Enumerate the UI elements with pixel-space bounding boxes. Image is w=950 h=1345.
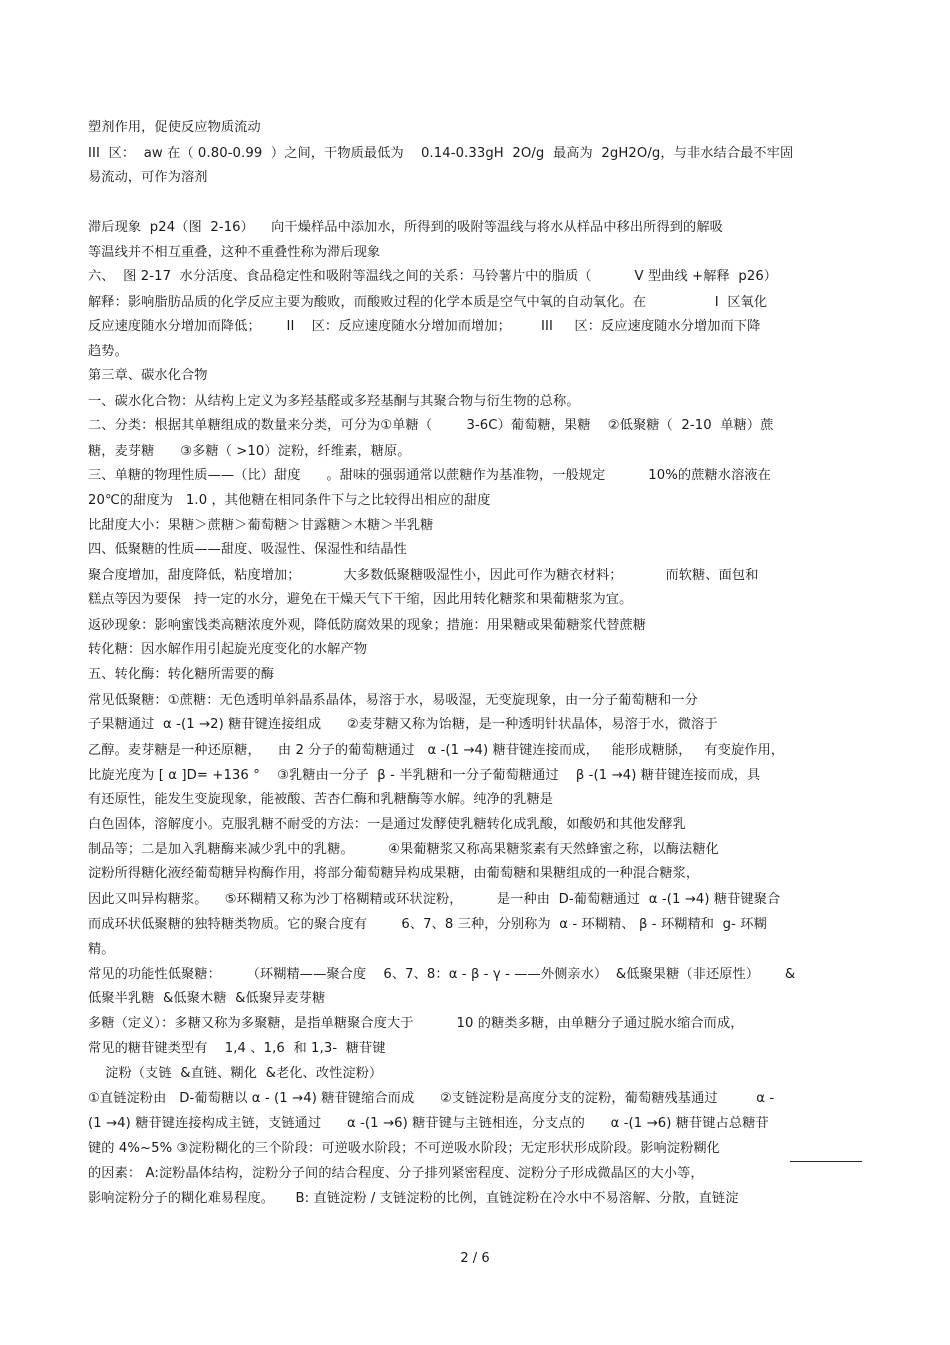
text-line: 常见的糖苷键类型有 1,4 、1,6 和 1,3- 糖苷键 bbox=[88, 1041, 386, 1056]
text-line: 比旋光度为 [ α ]D= +136 ° ③乳糖由一分子 β - 半乳糖和一分子葡萄糖通过 β -(1 →4) 糖苷键连接而成，具 bbox=[88, 768, 761, 783]
text-line: 比甜度大小：果糖＞蔗糖＞葡萄糖＞甘露糖＞木糖＞半乳糖 bbox=[88, 518, 434, 533]
text-line: 趋势。 bbox=[88, 344, 128, 359]
text-line: 反应速度随水分增加而降低； II 区：反应速度随水分增加而增加； III 区：反应速度随水分增加而下降 bbox=[88, 319, 761, 334]
text-line: 20℃的甜度为 1.0 ，其他糖在相同条件下与之比较得出相应的甜度 bbox=[88, 493, 491, 508]
text-line: 二、分类：根据其单糖组成的数量来分类，可分为①单糖（ 3-6C）葡萄糖，果糖 ②低聚糖（ 2-10 单糖）蔗 bbox=[88, 418, 774, 433]
text-line: 低聚半乳糖 &低聚木糖 &低聚异麦芽糖 bbox=[88, 991, 326, 1006]
text-line: 糖，麦芽糖 ③多糖（ >10）淀粉，纤维素，糖原。 bbox=[88, 444, 411, 459]
text-line: 转化糖：因水解作用引起旋光度变化的水解产物 bbox=[88, 642, 368, 657]
text-line: ①直链淀粉由 D-葡萄糖以 α - (1 →4) 糖苷键缩合而成 ②支链淀粉是高度分支的淀粉，葡萄糖残基通过 α - bbox=[88, 1091, 775, 1106]
text-line: 淀粉（支链 &直链、糊化 &老化、改性淀粉） bbox=[88, 1066, 383, 1081]
text-line: 有还原性，能发生变旋现象，能被酸、苦杏仁酶和乳糖酶等水解。纯净的乳糖是 bbox=[88, 792, 554, 807]
text-line: 的因素： A:淀粉晶体结构，淀粉分子间的结合程度、分子排列紧密程度、淀粉分子形成微晶区的大小等， bbox=[88, 1166, 704, 1181]
text-line: 制品等；二是加入乳糖酶来减少乳中的乳糖。 ④果葡糖浆又称高果糖浆素有天然蜂蜜之称，以酶法糖化 bbox=[88, 842, 719, 857]
text-line: 淀粉所得糖化液经葡萄糖异构酶作用，将部分葡萄糖异构成果糖，由葡萄糖和果糖组成的一种混合糖浆， bbox=[88, 866, 700, 881]
text-line: 四、低聚糖的性质——甜度、吸湿性、保湿性和结晶性 bbox=[88, 542, 407, 557]
text-line: 子果糖通过 α -(1 →2) 糖苷键连接组成 ②麦芽糖又称为饴糖，是一种透明针状晶体，易溶于水，微溶于 bbox=[88, 717, 718, 732]
text-line: 键的 4%~5% ③淀粉糊化的三个阶段：可逆吸水阶段；不可逆吸水阶段；无定形状形成阶段。影响淀粉糊化 bbox=[88, 1141, 720, 1156]
text-line: 五、转化酶：转化糖所需要的酶 bbox=[88, 667, 275, 682]
text-line: 一、碳水化合物：从结构上定义为多羟基醛或多羟基酮与其聚合物与衍生物的总称。 bbox=[88, 394, 580, 409]
page-number: 2 / 6 bbox=[460, 1251, 490, 1266]
text-line: 乙醇。麦芽糖是一种还原糖， 由 2 分子的葡萄糖通过 α -(1 →4) 糖苷键连接而成， 能形成糖脎， 有变旋作用， bbox=[88, 743, 785, 758]
text-line: 易流动，可作为溶剂 bbox=[88, 170, 208, 185]
text-line: 解释：影响脂肪品质的化学反应主要为酸败，而酸败过程的化学本质是空气中氧的自动氧化。在 I 区氧化 bbox=[88, 295, 768, 310]
text-line: 而成环状低聚糖的独特糖类物质。它的聚合度有 6、7、8 三种，分别称为 α - 环糊精、 β - 环糊精和 g- 环糊 bbox=[88, 917, 767, 932]
text-line: 三、单糖的物理性质——（比）甜度 。甜味的强弱通常以蔗糖作为基准物，一般规定 10%的蔗糖水溶液在 bbox=[88, 468, 771, 483]
text-line: 六、 图 2-17 水分活度、食品稳定性和吸附等温线之间的关系：马铃薯片中的脂质（ V 型曲线 +解释 p26） bbox=[88, 269, 778, 284]
text-line: (1 →4) 糖苷键连接构成主链，支链通过 α -(1 →6) 糖苷键与主链相连，分支点的 α -(1 →6) 糖苷键占总糖苷 bbox=[88, 1116, 769, 1131]
text-line: 多糖（定义）：多糖又称为多聚糖，是指单糖聚合度大于 10 的糖类多糖，由单糖分子通过脱水缩合而成， bbox=[88, 1016, 744, 1031]
text-line: 常见的功能性低聚糖： （环糊精——聚合度 6、7、8：α - β - γ - ——外侧亲水） &低聚果糖（非还原性） & bbox=[88, 967, 796, 982]
text-line: III 区： aw 在（ 0.80-0.99 ）之间，干物质最低为 0.14-0.33gH 2O/g 最高为 2gH2O/g，与非水结合最不牢固 bbox=[88, 146, 794, 161]
text-line: 白色固体，溶解度小。克服乳糖不耐受的方法：一是通过发酵使乳糖转化成乳酸，如酸奶和其他发酵乳 bbox=[88, 817, 686, 832]
text-line: 精。 bbox=[88, 942, 115, 957]
text-line: 影响淀粉分子的糊化难易程度。 B: 直链淀粉 / 支链淀粉的比例，直链淀粉在冷水中不易溶解、分散，直链淀 bbox=[88, 1191, 739, 1206]
text-line: 第三章、碳水化合物 bbox=[88, 368, 208, 383]
text-line: 常见低聚糖：①蔗糖：无色透明单斜晶系晶体，易溶于水，易吸湿，无变旋现象，由一分子葡萄糖和一分 bbox=[88, 693, 698, 708]
underline-rule bbox=[790, 1161, 862, 1162]
text-line: 返砂现象：影响蜜饯类高糖浓度外观，降低防腐效果的现象；措施：用果糖或果葡糖浆代替蔗糖 bbox=[88, 618, 647, 633]
text-line: 糕点等因为要保 持一定的水分，避免在干燥天气下干缩，因此用转化糖浆和果葡糖浆为宜。 bbox=[88, 592, 633, 607]
text-line: 聚合度增加，甜度降低，粘度增加； 大多数低聚糖吸湿性小，因此可作为糖衣材料； 而软糖、面包和 bbox=[88, 568, 759, 583]
text-line: 等温线并不相互重叠，这种不重叠性称为滞后现象 bbox=[88, 245, 381, 260]
text-line: 滞后现象 p24（图 2-16） 向干燥样品中添加水，所得到的吸附等温线与将水从样品中移出所得到的解吸 bbox=[88, 220, 723, 235]
text-line: 塑剂作用，促使反应物质流动 bbox=[88, 120, 261, 135]
text-line: 因此又叫异构糖浆。 ⑤环糊精又称为沙丁格糊精或环状淀粉， 是一种由 D-葡萄糖通过 α -(1 →4) 糖苷键聚合 bbox=[88, 892, 781, 907]
